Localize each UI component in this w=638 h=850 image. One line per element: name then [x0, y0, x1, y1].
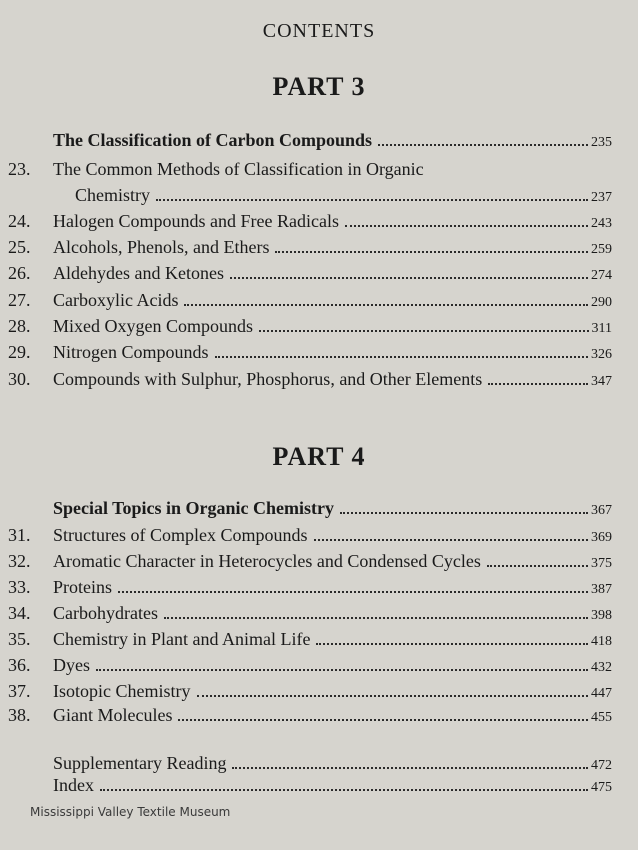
page-number: 369	[591, 530, 612, 545]
toc-entry-32	[0, 548, 620, 574]
toc-entry-34	[0, 600, 620, 626]
chapter-title-cont: Chemistry	[75, 185, 150, 205]
chapter-number: 38.	[8, 705, 31, 725]
dot-leader	[232, 766, 588, 769]
toc-entry-25	[0, 234, 620, 260]
toc-entry-index	[0, 772, 620, 798]
page-number: 290	[591, 295, 612, 310]
dot-leader	[316, 642, 588, 645]
dot-leader	[314, 538, 589, 541]
dot-leader	[340, 511, 588, 514]
page-number: 259	[591, 242, 612, 257]
toc-entry-33	[0, 574, 620, 600]
page-number: 447	[591, 686, 612, 701]
chapter-number: 33.	[8, 577, 31, 597]
chapter-title: Proteins	[53, 577, 113, 597]
dot-leader	[118, 590, 588, 593]
toc-entry-26	[0, 260, 620, 286]
back-matter-title: Supplementary Reading	[53, 753, 227, 773]
chapter-title: Alcohols, Phenols, and Ethers	[53, 237, 270, 257]
chapter-number: 24.	[8, 211, 31, 231]
museum-watermark: Mississippi Valley Textile Museum	[30, 805, 231, 819]
page-number: 455	[591, 710, 612, 725]
toc-entry-37	[0, 678, 620, 704]
part-4-title: PART 4	[272, 442, 366, 471]
page-number: 326	[591, 347, 612, 362]
chapter-title: Carbohydrates	[53, 603, 158, 623]
page-number: 243	[591, 216, 612, 231]
page-number: 347	[591, 374, 612, 389]
dot-leader	[100, 788, 588, 791]
dot-leader	[230, 276, 588, 279]
toc-section-title: The Classification of Carbon Compounds	[53, 130, 373, 150]
dot-leader	[275, 250, 588, 253]
toc-entry-31	[0, 522, 620, 548]
dot-leader	[378, 143, 588, 146]
chapter-title: Aromatic Character in Heterocycles and Condensed Cycles	[53, 551, 481, 571]
dot-leader	[156, 198, 588, 201]
page-number: 398	[591, 608, 612, 623]
chapter-number: 36.	[8, 655, 31, 675]
toc-section-part4	[0, 495, 620, 521]
chapter-number: 26.	[8, 263, 31, 283]
chapter-title: Mixed Oxygen Compounds	[53, 316, 253, 336]
chapter-number: 27.	[8, 290, 31, 310]
back-matter-title: Index	[53, 775, 94, 795]
chapter-title: Halogen Compounds and Free Radicals	[53, 211, 339, 231]
toc-entry-23	[0, 156, 620, 182]
toc-entry-28	[0, 313, 620, 339]
dot-leader	[178, 718, 588, 721]
dot-leader	[184, 303, 588, 306]
dot-leader	[259, 329, 589, 332]
toc-entry-36	[0, 652, 620, 678]
toc-section-part3	[0, 127, 620, 153]
chapter-title: Carboxylic Acids	[53, 290, 179, 310]
chapter-title: The Common Methods of Classification in Organic	[53, 159, 424, 179]
page-number: 311	[591, 321, 612, 336]
chapter-number: 37.	[8, 681, 31, 701]
page-number: 367	[591, 503, 612, 518]
dot-leader	[488, 382, 588, 385]
chapter-number: 23.	[8, 159, 31, 179]
page-number: 432	[591, 660, 612, 675]
toc-entry-30	[0, 366, 620, 392]
toc-entry-38	[0, 702, 620, 728]
chapter-title: Dyes	[53, 655, 90, 675]
chapter-title: Aldehydes and Ketones	[53, 263, 224, 283]
toc-entry-23-cont	[0, 182, 620, 208]
toc-entry-24	[0, 208, 620, 234]
dot-leader	[96, 668, 588, 671]
chapter-title: Chemistry in Plant and Animal Life	[53, 629, 311, 649]
page-number: 472	[591, 758, 612, 773]
chapter-number: 28.	[8, 316, 31, 336]
chapter-number: 29.	[8, 342, 31, 362]
part-3-title: PART 3	[272, 72, 366, 101]
chapter-number: 34.	[8, 603, 31, 623]
chapter-title: Compounds with Sulphur, Phosphorus, and Other Elements	[53, 369, 483, 389]
dot-leader	[345, 224, 588, 227]
toc-section-title: Special Topics in Organic Chemistry	[53, 498, 335, 518]
page-number: 235	[591, 135, 612, 150]
page-number: 375	[591, 556, 612, 571]
dot-leader	[487, 564, 588, 567]
chapter-number: 35.	[8, 629, 31, 649]
chapter-title: Structures of Complex Compounds	[53, 525, 308, 545]
dot-leader	[197, 694, 589, 697]
chapter-title: Isotopic Chemistry	[53, 681, 191, 701]
dot-leader	[215, 355, 589, 358]
dot-leader	[164, 616, 588, 619]
page-number: 237	[591, 190, 612, 205]
toc-entry-29	[0, 339, 620, 365]
page-number: 274	[591, 268, 612, 283]
chapter-number: 32.	[8, 551, 31, 571]
chapter-number: 25.	[8, 237, 31, 257]
page-number: 475	[591, 780, 612, 795]
chapter-number: 30.	[8, 369, 31, 389]
toc-entry-27	[0, 287, 620, 313]
toc-entry-35	[0, 626, 620, 652]
page-number: 387	[591, 582, 612, 597]
chapter-title: Nitrogen Compounds	[53, 342, 209, 362]
chapter-number: 31.	[8, 525, 31, 545]
chapter-title: Giant Molecules	[53, 705, 173, 725]
page-number: 418	[591, 634, 612, 649]
contents-heading: CONTENTS	[262, 20, 376, 42]
